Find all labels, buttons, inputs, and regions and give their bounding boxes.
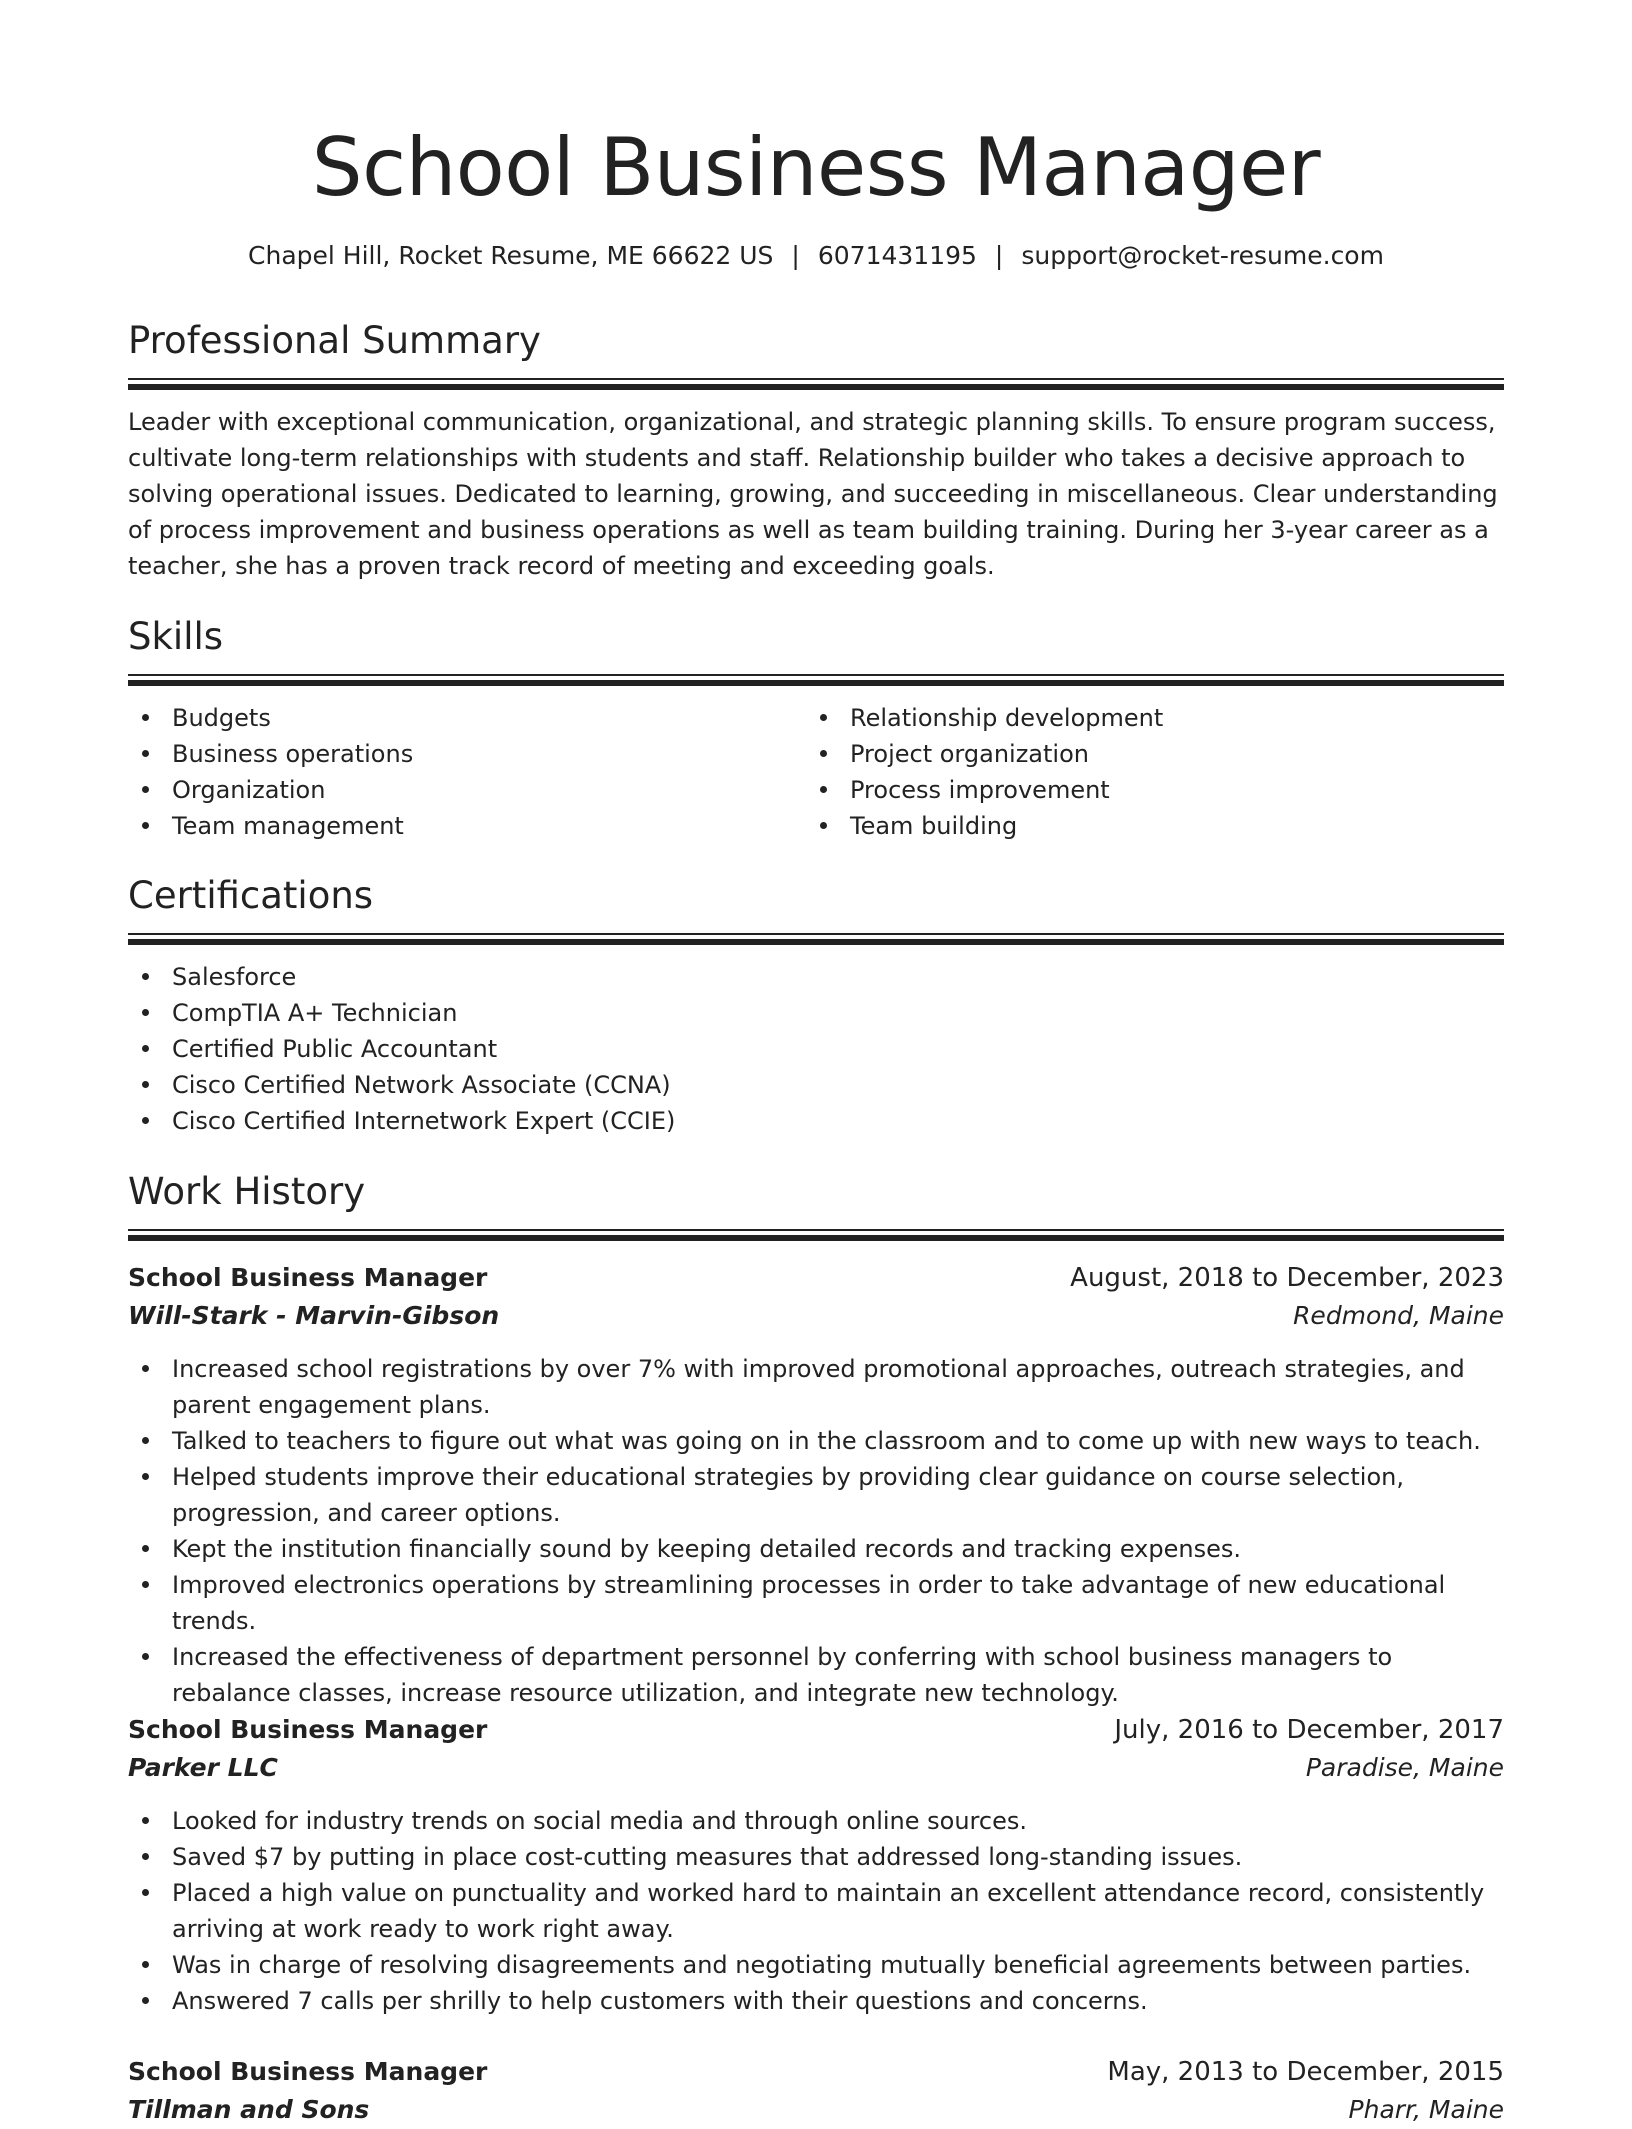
job-subheader [128,1749,1504,1787]
certification-item: CompTIA A+ Technician [128,995,1504,1031]
job-bullet: Looked for industry trends on social media and through online sources. [128,1803,1504,1839]
job-bullet: Talked to teachers to figure out what was going on in the classroom and to come up with new ways to teach. [128,1423,1504,1459]
job-title: School Business Manager [128,1263,488,1292]
skills-section [128,614,1504,844]
job-header [128,1711,1504,1749]
job-bullet: Was in charge of resolving disagreements and negotiating mutually beneficial agreements between parties. [128,1947,1504,1983]
job-bullet: Placed a high value on punctuality and worked hard to maintain an excellent attendance record, consistently arriving at work ready to work right away. [128,1875,1504,1947]
section-divider [128,680,1504,686]
section-divider [128,378,1504,380]
candidate-name: School Business Manager [311,121,1321,214]
skill-item: Team management [128,808,806,844]
section-title-certifications: Certifications [128,874,374,917]
skill-item: Process improvement [806,772,1484,808]
certification-item: Cisco Certified Network Associate (CCNA) [128,1067,1504,1103]
contact-separator: | [791,241,800,270]
section-title-summary: Professional Summary [128,319,541,362]
contact-phone: 6071431195 [817,241,977,270]
job-entry [128,2053,1504,2129]
contact-separator: | [994,241,1004,270]
job-subheader [128,1297,1504,1335]
job-bullet: Helped students improve their educational strategies by providing clear guidance on course selection, progression, and career options. [128,1459,1504,1531]
job-entry [128,1259,1504,1711]
section-title-skills: Skills [128,615,224,658]
skill-item: Business operations [128,736,806,772]
job-dates: July, 2016 to December, 2017 [1114,1715,1504,1745]
contact-address: Chapel Hill, Rocket Resume, ME 66622 US [248,241,774,270]
skills-grid [128,700,1504,844]
skill-item: Team building [806,808,1484,844]
section-divider [128,674,1504,676]
job-bullet: Saved $7 by putting in place cost-cutting measures that addressed long-standing issues. [128,1839,1504,1875]
skill-item: Relationship development [806,700,1484,736]
section-title-work-history: Work History [128,1170,366,1213]
job-header [128,2053,1504,2091]
skill-item: Budgets [128,700,806,736]
certifications-section [128,873,1504,1139]
job-dates: August, 2018 to December, 2023 [1070,1263,1504,1293]
job-bullet: Improved electronics operations by streamlining processes in order to take advantage of new educational trends. [128,1567,1504,1639]
section-divider [128,1235,1504,1241]
job-bullet: Answered 7 calls per shrilly to help customers with their questions and concerns. [128,1983,1504,2019]
summary-text: Leader with exceptional communication, organizational, and strategic planning skills. To ensure program success, cultivate long-term relationships with students and staff. Relationship builder who takes a decisive approach to solving operational issues. Dedicated to learning, growing, and succeeding in miscellaneous. Clear understanding of process improvement and business operations as well as team building training. During her 3-year career as a teacher, she has a proven track record of meeting and exceeding goals. [128,408,1498,580]
job-bullet: Increased school registrations by over 7% with improved promotional approaches, outreach strategies, and parent engagement plans. [128,1351,1504,1423]
job-entry [128,1711,1504,2019]
contact-line [128,240,1504,272]
certification-item: Salesforce [128,959,1504,995]
job-company: Tillman and Sons [128,2095,370,2124]
job-location: Redmond, Maine [1293,1301,1504,1330]
job-title: School Business Manager [128,1715,488,1744]
skills-list-left [128,700,806,844]
certifications-list [128,959,1504,1139]
job-company: Will-Stark - Marvin-Gibson [128,1301,500,1330]
skill-item: Organization [128,772,806,808]
section-divider [128,933,1504,935]
job-title: School Business Manager [128,2057,488,2086]
job-bullet: Kept the institution financially sound by keeping detailed records and tracking expenses. [128,1531,1504,1567]
job-bullets [128,1803,1504,2019]
certification-item: Certified Public Accountant [128,1031,1504,1067]
job-location: Paradise, Maine [1305,1753,1504,1782]
job-location: Pharr, Maine [1348,2095,1504,2124]
job-header [128,1259,1504,1297]
skill-item: Project organization [806,736,1484,772]
job-company: Parker LLC [128,1753,278,1782]
summary-section [128,318,1504,584]
job-bullets [128,1351,1504,1711]
work-history-section [128,1169,1504,1241]
section-divider [128,1229,1504,1231]
job-bullet: Increased the effectiveness of department personnel by conferring with school business managers to rebalance classes, increase resource utilization, and integrate new technology. [128,1639,1504,1711]
job-dates: May, 2013 to December, 2015 [1107,2057,1504,2087]
section-divider [128,939,1504,945]
skills-list-right [806,700,1484,844]
certification-item: Cisco Certified Internetwork Expert (CCIE) [128,1103,1504,1139]
job-subheader [128,2091,1504,2129]
section-divider [128,384,1504,390]
contact-email: support@rocket-resume.com [1021,241,1384,270]
